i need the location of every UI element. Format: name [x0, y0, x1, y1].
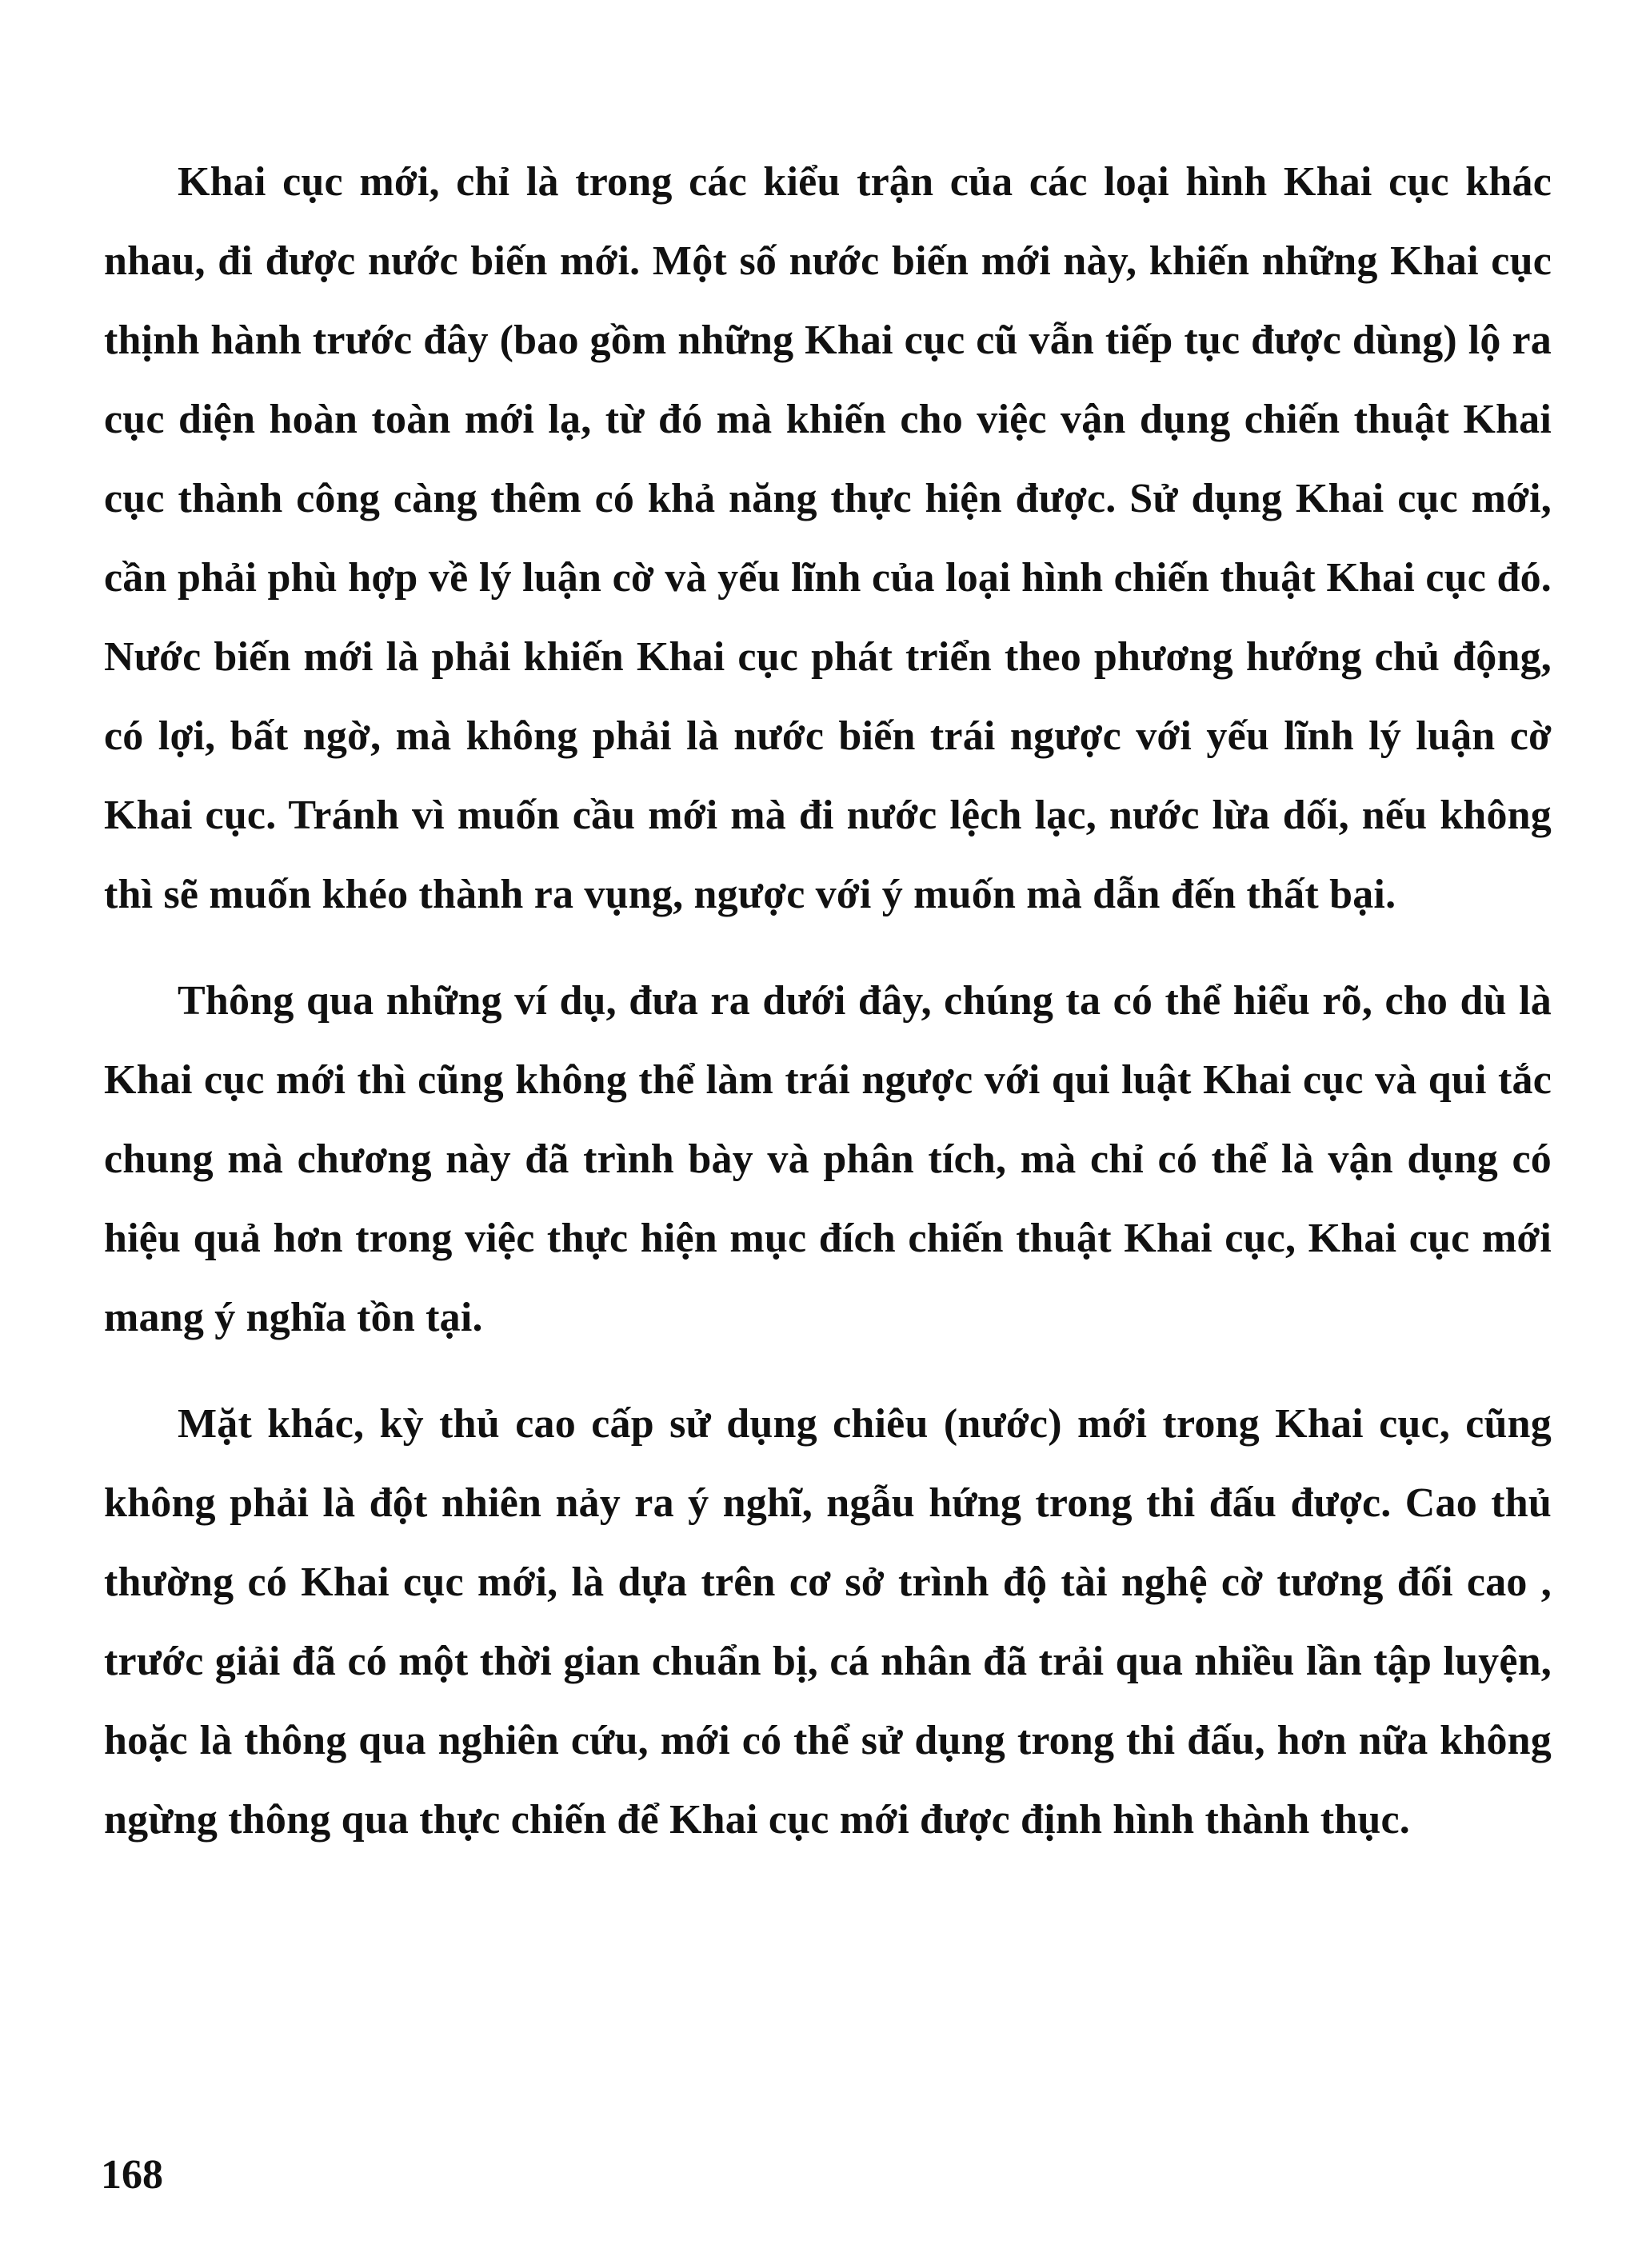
paragraph-3: Mặt khác, kỳ thủ cao cấp sử dụng chiêu (nước) mới trong Khai cục, cũng không phải là đột nhiên nảy ra ý nghĩ, ngẫu hứng trong thi đấu được. Cao thủ thường có Khai cục mới, là dựa trên cơ sở trình độ tài nghệ cờ tương đối cao , trước giải đã có một thời gian chuẩn bị, cá nhân đã trải qua nhiều lần tập luyện, hoặc là thông qua nghiên cứu, mới có thể sử dụng trong thi đấu, hơn nữa không ngừng thông qua thực chiến để Khai cục mới được định hình thành thục. — [104, 1401, 1552, 1843]
paragraph-2: Thông qua những ví dụ, đưa ra dưới đây, chúng ta có thể hiểu rõ, cho dù là Khai cục mới thì cũng không thể làm trái ngược với qui luật Khai cục và qui tắc chung mà chương này đã trình bày và phân tích, mà chỉ có thể là vận dụng có hiệu quả hơn trong việc thực hiện mục đích chiến thuật Khai cục, Khai cục mới mang ý nghĩa tồn tại. — [104, 978, 1552, 1340]
paragraph-1: Khai cục mới, chỉ là trong các kiểu trận của các loại hình Khai cục khác nhau, đi được nước biến mới. Một số nước biến mới này, khiến những Khai cục thịnh hành trước đây (bao gồm những Khai cục cũ vẫn tiếp tục được dùng) lộ ra cục diện hoàn toàn mới lạ, từ đó mà khiến cho việc vận dụng chiến thuật Khai cục thành công càng thêm có khả năng thực hiện được. Sử dụng Khai cục mới, cần phải phù hợp về lý luận cờ và yếu lĩnh của loại hình chiến thuật Khai cục đó. Nước biến mới là phải khiến Khai cục phát triển theo phương hướng chủ động, có lợi, bất ngờ, mà không phải là nước biến trái ngược với yếu lĩnh lý luận cờ Khai cục. Tránh vì muốn cầu mới mà đi nước lệch lạc, nước lừa dối, nếu không thì sẽ muốn khéo thành ra vụng, ngược với ý muốn mà dẫn đến thất bại. — [104, 159, 1552, 917]
page-number: 168 — [101, 2152, 163, 2198]
body-text — [104, 142, 1552, 1887]
